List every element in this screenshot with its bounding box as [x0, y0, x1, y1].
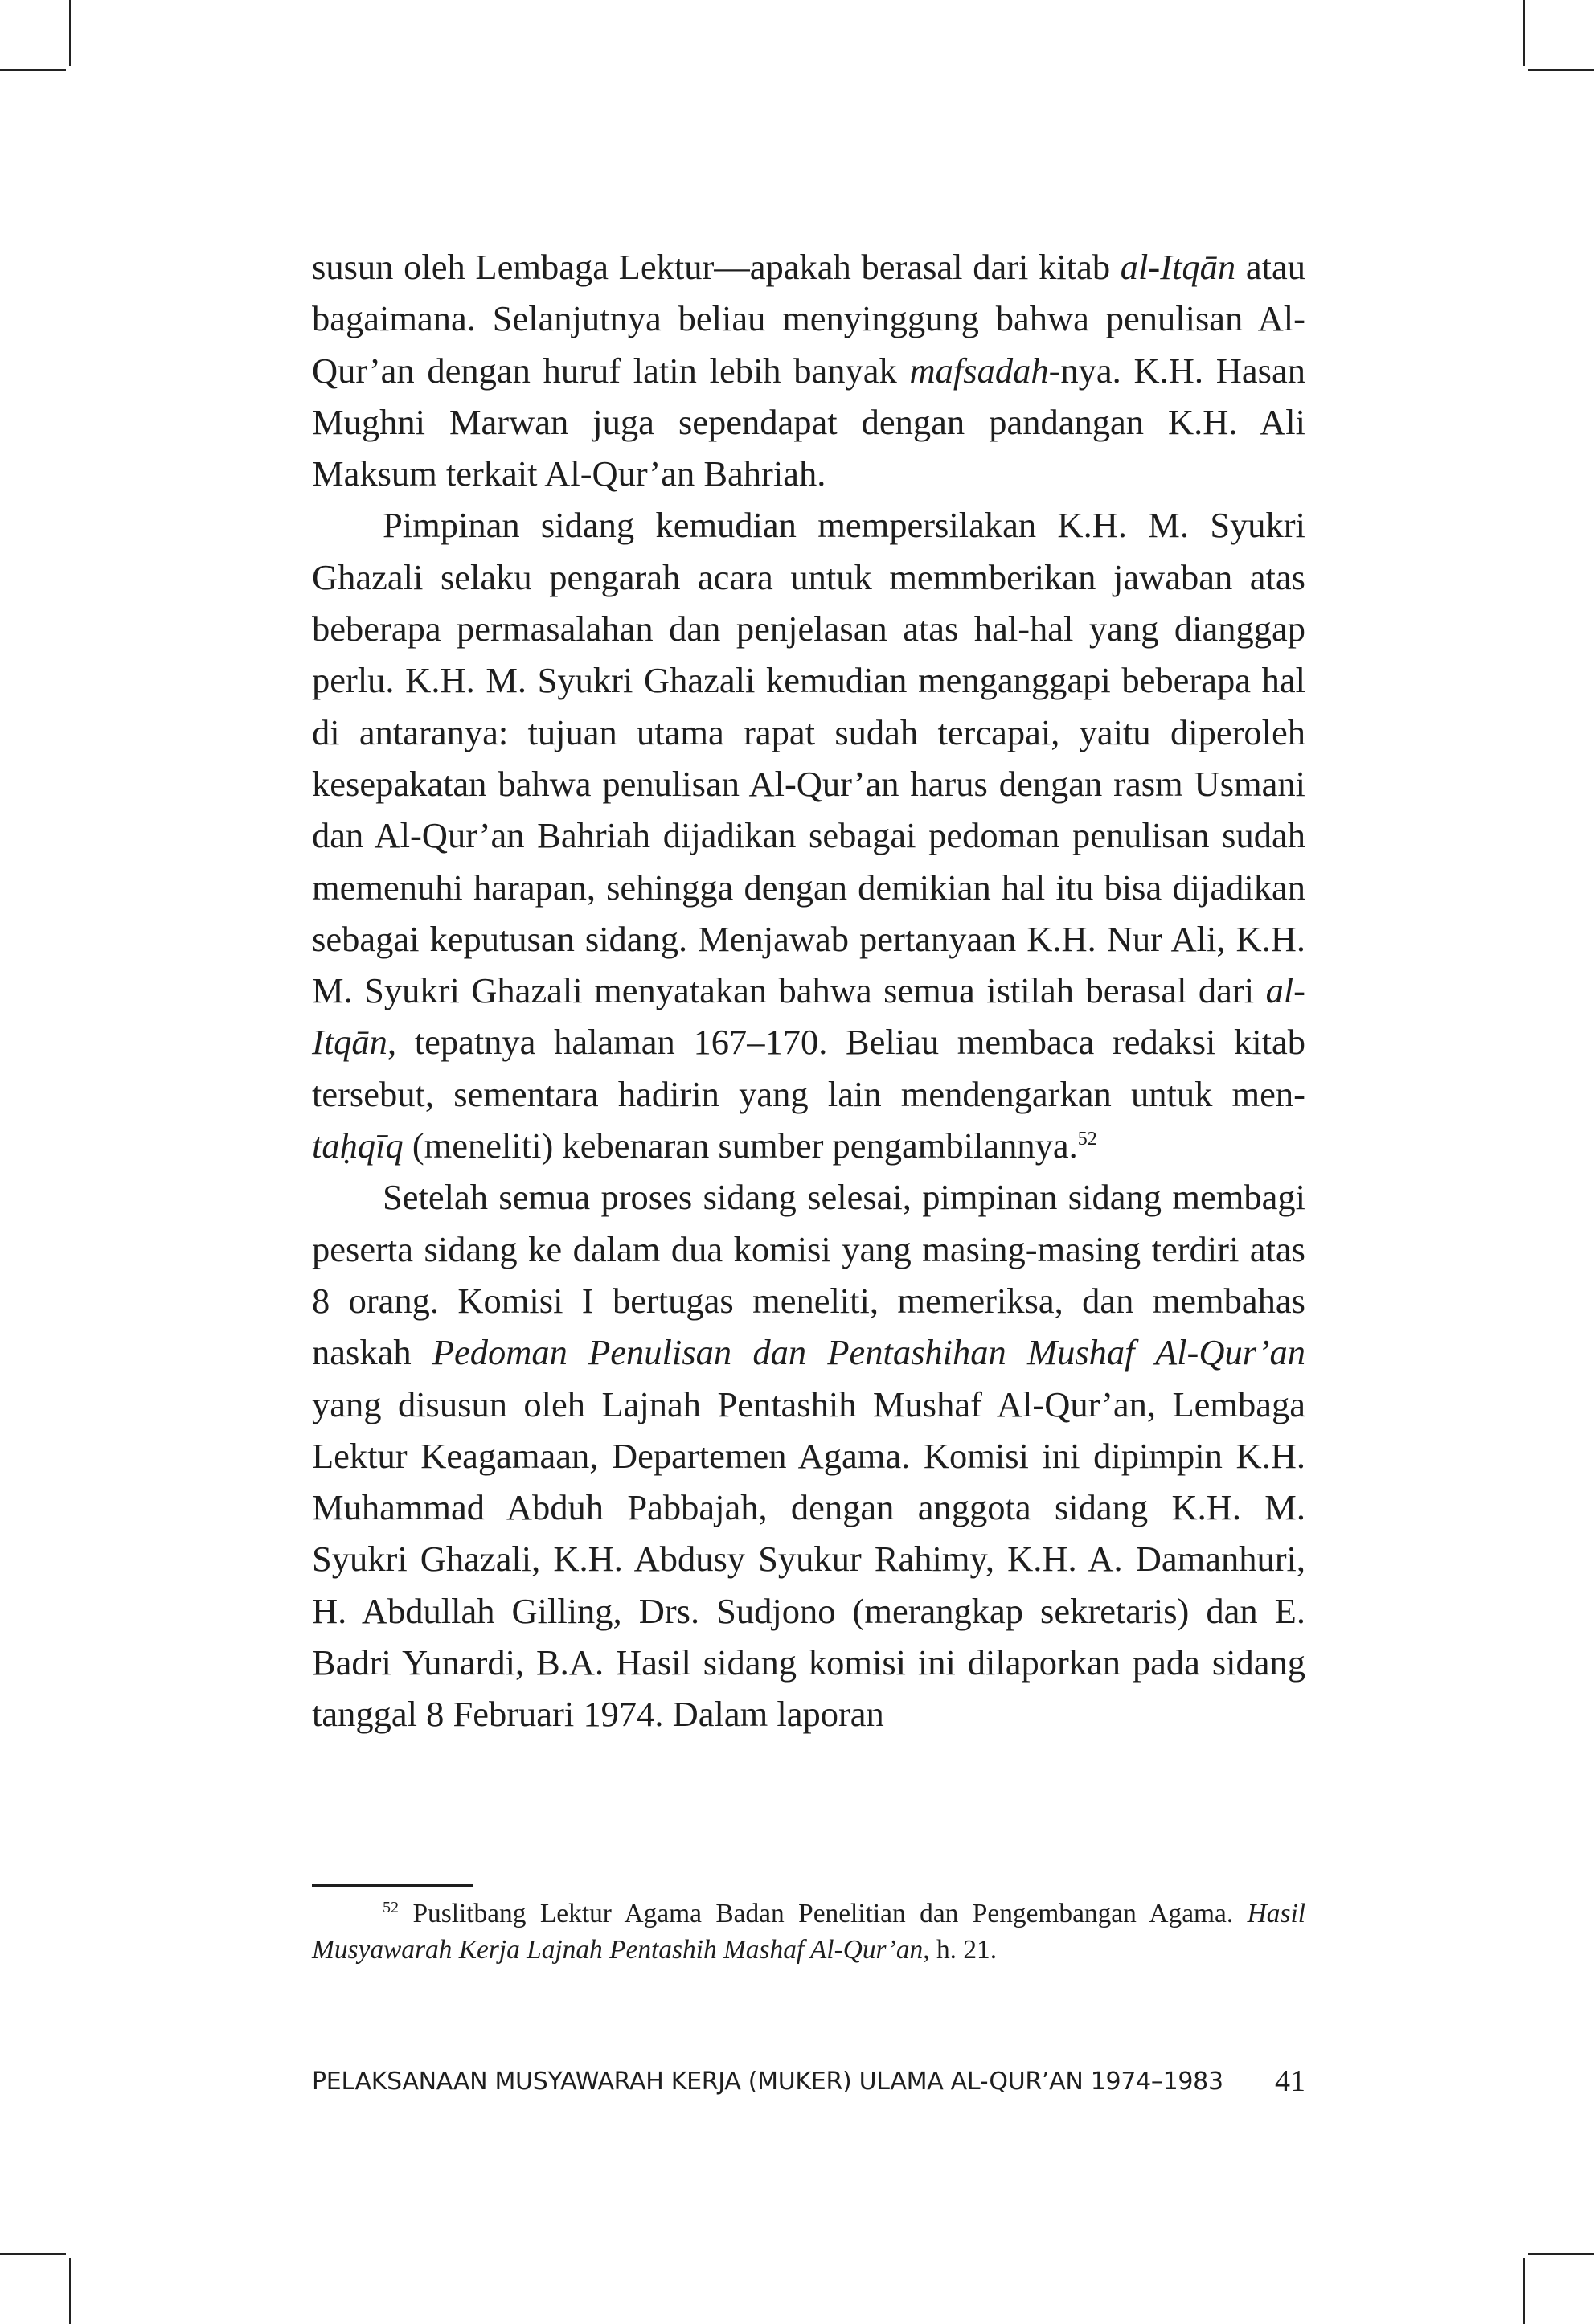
- text-run: -nya. K.H. Hasan Mughni Marwan juga sependapat dengan pandangan K.H. Ali Maksum terkait Al-Qur’an Bahriah.: [312, 350, 1305, 494]
- text-run: Pimpinan sidang kemudian mempersilakan K.H. M. Syukri Ghazali selaku pengarah acara untuk memmberikan jawaban atas beberapa permasalahan dan penjelasan atas hal-hal yang dianggap perlu. K.H. M. Syukri Ghazali kemudian menganggapi beberapa hal di antaranya: tujuan utama rapat sudah tercapai, yaitu diperoleh kesepakatan bahwa penulisan Al-Qur’an harus dengan rasm Usmani dan Al-Qur’an Bahriah dijadikan sebagai pedoman penulisan sudah memenuhi harapan, sehingga dengan demikian hal itu bisa dijadikan sebagai keputusan sidang. Menjawab pertanyaan K.H. Nur Ali, K.H. M. Syukri Ghazali menyatakan bahwa semua istilah berasal dari: [312, 505, 1305, 1011]
- text-run: , h. 21.: [923, 1935, 998, 1965]
- italic-term: mafsadah: [909, 350, 1049, 391]
- crop-mark-top-left-vertical: [69, 0, 71, 66]
- crop-mark-bottom-right-horizontal: [1528, 2253, 1594, 2255]
- crop-mark-bottom-right-vertical: [1523, 2258, 1525, 2324]
- paragraph-3: [312, 1171, 1305, 1740]
- crop-mark-top-right-horizontal: [1528, 69, 1594, 71]
- crop-mark-bottom-left-vertical: [69, 2258, 71, 2324]
- italic-term: al-Itqān: [1120, 247, 1236, 287]
- italic-term: al-Itqān: [312, 970, 1305, 1063]
- italic-term: Pedoman Penulisan dan Pentashihan Mushaf Al-Qur’an: [432, 1332, 1305, 1373]
- paragraph-2: [312, 499, 1305, 1171]
- page-number: 41: [1275, 2064, 1305, 2098]
- footnote-marker: 52: [1077, 1129, 1097, 1150]
- text-run: atau bagaimana. Selanjutnya beliau menyinggung bahwa penulisan Al-Qur’an dengan huruf latin lebih banyak: [312, 247, 1305, 391]
- footnote-marker: 52: [383, 1898, 399, 1916]
- paragraph-1: [312, 241, 1305, 499]
- text-run: Setelah semua proses sidang selesai, pimpinan sidang membagi peserta sidang ke dalam dua komisi yang masing-masing terdiri atas 8 orang. Komisi I bertugas meneliti, memeriksa, dan membahas naskah: [312, 1177, 1305, 1373]
- text-run: (meneliti) kebenaran sumber pengambilannya.: [403, 1125, 1078, 1166]
- crop-mark-top-right-vertical: [1523, 0, 1525, 66]
- text-run: , tepatnya halaman 167–170. Beliau membaca redaksi kitab tersebut, sementara hadirin yang lain mendengarkan untuk men-: [312, 1022, 1305, 1114]
- crop-mark-bottom-left-horizontal: [0, 2253, 66, 2255]
- text-run: Puslitbang Lektur Agama Badan Penelitian dan Pengembangan Agama.: [399, 1899, 1248, 1928]
- body-text: [312, 241, 1305, 1740]
- running-footer-title: PELAKSANAAN MUSYAWARAH KERJA (MUKER) ULAMA AL-QUR’AN 1974–1983: [312, 2068, 1223, 2096]
- footnote-divider: [312, 1884, 473, 1887]
- italic-term: Hasil Musyawarah Kerja Lajnah Pentashih Mashaf Al-Qur’an: [312, 1899, 1305, 1965]
- footnote-52: [312, 1896, 1305, 1968]
- text-run: yang disusun oleh Lajnah Pentashih Mushaf Al-Qur’an, Lembaga Lektur Keagamaan, Departemen Agama. Komisi ini dipimpin K.H. Muhammad Abduh Pabbajah, dengan anggota sidang K.H. M. Syukri Ghazali, K.H. Abdusy Syukur Rahimy, K.H. A. Damanhuri, H. Abdullah Gilling, Drs. Sudjono (merangkap sekretaris) dan E. Badri Yunardi, B.A. Hasil sidang komisi ini dilaporkan pada sidang tanggal 8 Februari 1974. Dalam laporan: [312, 1383, 1305, 1735]
- crop-mark-top-left-horizontal: [0, 69, 66, 71]
- text-run: susun oleh Lembaga Lektur—apakah berasal dari kitab: [312, 247, 1121, 287]
- italic-term: taḥqīq: [312, 1125, 404, 1166]
